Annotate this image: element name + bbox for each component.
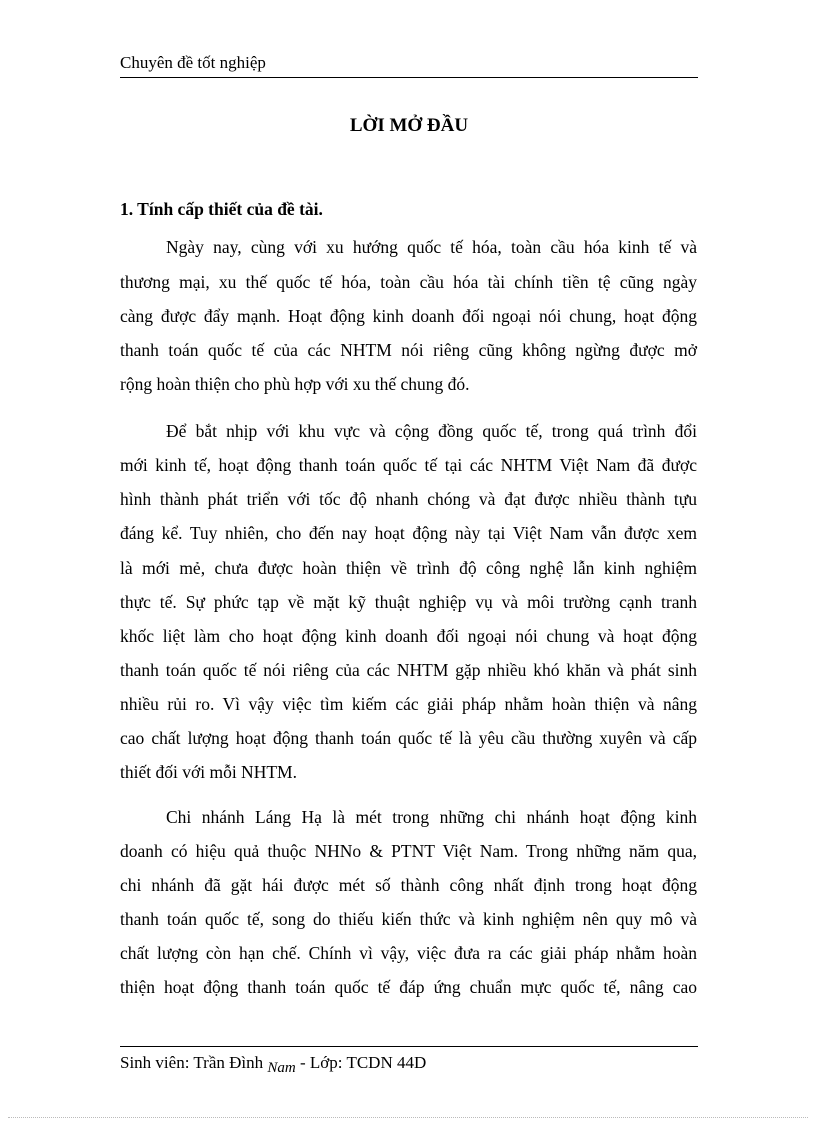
page-bottom-divider (8, 1117, 808, 1119)
paragraph-line: Chi nhánh Láng Hạ là mét trong những chi nhánh hoạt động kinh (166, 807, 697, 827)
footer-label: Sinh viên: (120, 1053, 190, 1072)
paragraph-line: thanh toán quốc tế nói riêng của các NHTM gặp nhiều khó khăn và phát sinh (120, 660, 697, 680)
paragraph-line: là mới mẻ, chưa được hoàn thiện về trình độ công nghệ lẫn kinh nghiệm (120, 558, 697, 578)
paragraph-line: khốc liệt làm cho hoạt động kinh doanh đối ngoại nói chung và hoạt động (120, 626, 697, 646)
paragraph-line: thực tế. Sự phức tạp về mặt kỹ thuật nghiệp vụ và môi trường cạnh tranh (120, 592, 697, 612)
paragraph-line: doanh có hiệu quả thuộc NHNo & PTNT Việt Nam. Trong những năm qua, (120, 841, 697, 861)
paragraph-line: Ngày nay, cùng với xu hướng quốc tế hóa, toàn cầu hóa kinh tế và (166, 237, 697, 257)
paragraph-line: chi nhánh đã gặt hái được mét số thành công nhất định trong hoạt động (120, 875, 697, 895)
section-heading: 1. Tính cấp thiết của đề tài. (120, 199, 323, 219)
page-title: LỜI MỞ ĐẦU (349, 115, 469, 136)
footer-student-name-script: Nam (267, 1060, 296, 1076)
page-footer (120, 1046, 698, 1076)
paragraph-line: càng được đẩy mạnh. Hoạt động kinh doanh đối ngoại nói chung, hoạt động (120, 306, 697, 326)
paragraph-line: mới kinh tế, hoạt động thanh toán quốc tế tại các NHTM Việt Nam đã được (120, 455, 697, 475)
paragraph-line: cao chất lượng hoạt động thanh toán quốc tế là yêu cầu thường xuyên và cấp (120, 728, 697, 748)
paragraph-line: thanh toán quốc tế của các NHTM nói riêng cũng không ngừng được mở (120, 340, 697, 360)
paragraph-line: thanh toán quốc tế, song do thiếu kiến thức và kinh nghiệm nên quy mô và (120, 909, 697, 929)
footer-separator: - Lớp: (299, 1053, 343, 1072)
paragraph-line: Để bắt nhịp với khu vực và cộng đồng quốc tế, trong quá trình đổi (166, 421, 697, 441)
page-header (120, 52, 698, 78)
paragraph-line: thiện hoạt động thanh toán quốc tế đáp ứng chuẩn mực quốc tế, nâng cao (120, 977, 697, 997)
header-text: Chuyên đề tốt nghiệp (120, 53, 266, 72)
paragraph-line: nhiều rủi ro. Vì vậy việc tìm kiếm các giải pháp nhằm hoàn thiện và nâng (120, 694, 697, 714)
paragraph-line: rộng hoàn thiện cho phù hợp với xu thế chung đó. (120, 374, 470, 394)
footer-class: TCDN 44D (346, 1053, 427, 1072)
footer-student-name: Trần Đình (193, 1053, 264, 1072)
paragraph-line: hình thành phát triển với tốc độ nhanh chóng và đạt được nhiều thành tựu (120, 489, 697, 509)
paragraph-line: chất lượng còn hạn chế. Chính vì vậy, việc đưa ra các giải pháp nhằm hoàn (120, 943, 697, 963)
paragraph-line: đáng kể. Tuy nhiên, cho đến nay hoạt động này tại Việt Nam vẫn được xem (120, 523, 697, 543)
paragraph-line: thiết đối với mỗi NHTM. (120, 762, 297, 782)
paragraph-line: thương mại, xu thế quốc tế hóa, toàn cầu hóa tài chính tiền tệ cũng ngày (120, 272, 697, 292)
